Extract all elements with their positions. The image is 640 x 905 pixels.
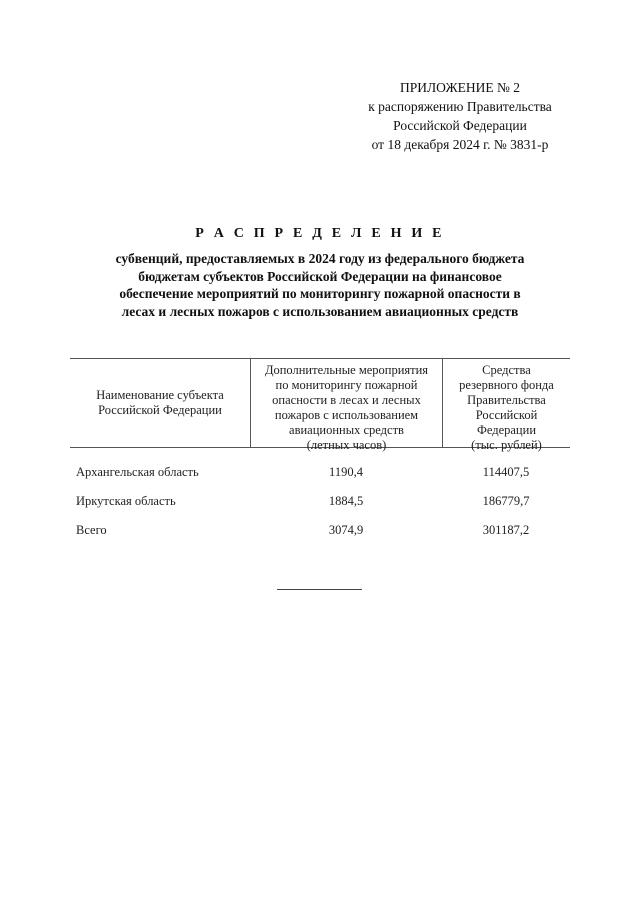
- header-line: Российской Федерации: [98, 403, 222, 417]
- subtitle-line: субвенций, предоставляемых в 2024 году из федерального бюджета: [115, 251, 525, 266]
- document-subtitle: [70, 250, 570, 320]
- header-region: [70, 388, 250, 418]
- header-funds: [443, 363, 570, 453]
- header-line: резервного фонда: [459, 378, 554, 392]
- row-hours: 1190,4: [329, 465, 363, 479]
- row-funds: 301187,2: [482, 523, 530, 537]
- appendix-ref-line-2: Российской Федерации: [393, 118, 527, 133]
- subtitle-line: бюджетам субъектов Российской Федерации на финансовое: [138, 268, 502, 284]
- appendix-ref-line-1: к распоряжению Правительства: [368, 99, 552, 114]
- subtitle-line: лесах и лесных пожаров с использованием авиационных средств: [121, 303, 519, 319]
- header-line: Средства: [482, 363, 531, 377]
- header-line: Правительства: [467, 393, 546, 407]
- appendix-date: от 18 декабря 2024 г. № 3831-р: [371, 137, 549, 152]
- row-funds: 114407,5: [482, 465, 530, 479]
- document-title: Р А С П Р Е Д Е Л Е Н И Е: [195, 226, 445, 241]
- header-line: (тыс. рублей): [471, 438, 542, 452]
- table-top-rule: [70, 358, 570, 359]
- header-line: опасности в лесах и лесных: [272, 393, 421, 407]
- header-line: пожаров с использованием: [274, 408, 419, 422]
- row-hours: 1884,5: [328, 494, 364, 508]
- row-region: Иркутская область: [76, 494, 176, 508]
- header-line: по мониторингу пожарной: [275, 378, 418, 392]
- header-hours: [251, 363, 442, 453]
- subtitle-line: обеспечение мероприятий по мониторингу пожарной опасности в: [119, 286, 521, 301]
- appendix-number: ПРИЛОЖЕНИЕ № 2: [399, 80, 521, 95]
- header-line: Дополнительные мероприятия: [264, 363, 429, 377]
- header-line: Российской: [475, 408, 538, 422]
- appendix-block: [330, 78, 590, 154]
- row-funds: 186779,7: [482, 494, 530, 508]
- row-hours: 3074,9: [328, 523, 364, 537]
- row-region: Всего: [76, 523, 107, 537]
- header-line: Федерации: [476, 423, 537, 437]
- end-of-document-rule: [277, 589, 362, 590]
- header-line: авиационных средств: [289, 423, 404, 437]
- header-line: (летных часов): [306, 438, 387, 452]
- header-line: Наименование субъекта: [96, 388, 224, 402]
- row-region: Архангельская область: [76, 465, 199, 479]
